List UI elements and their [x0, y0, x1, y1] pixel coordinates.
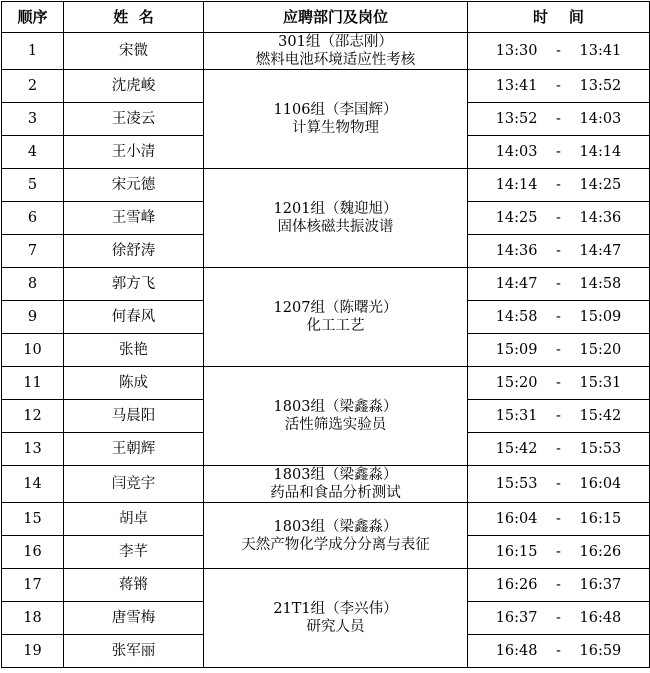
order-cell: 1	[2, 33, 64, 70]
time-start: 16:15	[495, 544, 538, 560]
time-start: 16:26	[495, 577, 538, 593]
name-cell: 张艳	[64, 334, 204, 367]
name-cell: 张军丽	[64, 635, 204, 668]
department-group: 1207组（陈曙光）	[273, 300, 398, 316]
time-separator: -	[556, 643, 561, 659]
name-cell: 王凌云	[64, 103, 204, 136]
order-cell: 10	[2, 334, 64, 367]
table-row	[2, 569, 650, 602]
time-cell	[468, 367, 650, 400]
time-start: 15:20	[495, 375, 538, 391]
department-cell	[204, 466, 468, 503]
time-cell	[468, 433, 650, 466]
time-separator: -	[556, 309, 561, 325]
time-separator: -	[556, 177, 561, 193]
order-cell: 18	[2, 602, 64, 635]
department-cell	[204, 70, 468, 169]
time-separator: -	[556, 544, 561, 560]
department-cell	[204, 569, 468, 668]
table-row	[2, 268, 650, 301]
time-end: 14:58	[579, 276, 622, 292]
table-row	[2, 503, 650, 536]
department-position: 计算生物物理	[292, 120, 379, 136]
time-start: 16:04	[495, 511, 538, 527]
time-start: 14:14	[495, 177, 538, 193]
order-cell: 15	[2, 503, 64, 536]
order-cell: 19	[2, 635, 64, 668]
time-separator: -	[556, 610, 561, 626]
time-start: 14:25	[495, 210, 538, 226]
time-cell	[468, 334, 650, 367]
table-row	[2, 169, 650, 202]
name-cell: 何春风	[64, 301, 204, 334]
order-cell: 5	[2, 169, 64, 202]
department-cell	[204, 268, 468, 367]
time-end: 16:37	[579, 577, 622, 593]
department-cell	[204, 33, 468, 70]
time-cell	[468, 602, 650, 635]
department-position: 药品和食品分析测试	[270, 485, 401, 501]
time-start: 14:03	[495, 144, 538, 160]
order-cell: 7	[2, 235, 64, 268]
time-end: 14:47	[579, 243, 622, 259]
department-cell	[204, 169, 468, 268]
time-end: 15:09	[579, 309, 622, 325]
time-start: 16:37	[495, 610, 538, 626]
time-end: 15:42	[579, 408, 622, 424]
department-position: 燃料电池环境适应性考核	[255, 52, 416, 68]
time-start: 15:09	[495, 342, 538, 358]
interview-schedule-table	[1, 1, 650, 668]
time-end: 16:04	[579, 476, 622, 492]
department-position: 研究人员	[306, 619, 365, 635]
department-group: 21T1组（李兴伟）	[273, 601, 398, 617]
order-cell: 8	[2, 268, 64, 301]
time-start: 14:58	[495, 309, 538, 325]
department-cell	[204, 367, 468, 466]
time-end: 16:59	[579, 643, 622, 659]
time-separator: -	[556, 243, 561, 259]
time-end: 13:52	[579, 78, 622, 94]
name-cell: 王小清	[64, 136, 204, 169]
time-cell	[468, 70, 650, 103]
department-position: 活性筛选实验员	[284, 417, 387, 433]
time-separator: -	[556, 78, 561, 94]
time-separator: -	[556, 342, 561, 358]
time-separator: -	[556, 111, 561, 127]
time-start: 14:47	[495, 276, 538, 292]
time-cell	[468, 235, 650, 268]
time-separator: -	[556, 144, 561, 160]
department-group: 1803组（梁鑫淼）	[273, 399, 398, 415]
name-cell: 马晨阳	[64, 400, 204, 433]
name-cell: 郭方飞	[64, 268, 204, 301]
time-end: 15:31	[579, 375, 622, 391]
table-row	[2, 466, 650, 503]
order-cell: 13	[2, 433, 64, 466]
time-separator: -	[556, 408, 561, 424]
time-cell	[468, 103, 650, 136]
table-row	[2, 70, 650, 103]
department-group: 301组（邵志刚）	[278, 34, 393, 50]
name-cell: 王雪峰	[64, 202, 204, 235]
time-cell	[468, 466, 650, 503]
order-cell: 2	[2, 70, 64, 103]
time-cell	[468, 301, 650, 334]
order-cell: 6	[2, 202, 64, 235]
table-row	[2, 33, 650, 70]
name-cell: 闫竞宇	[64, 466, 204, 503]
department-group: 1803组（梁鑫淼）	[273, 467, 398, 483]
department-cell	[204, 503, 468, 569]
time-start: 15:31	[495, 408, 538, 424]
time-start: 14:36	[495, 243, 538, 259]
time-start: 13:30	[495, 43, 538, 59]
order-cell: 16	[2, 536, 64, 569]
department-position: 天然产物化学成分分离与表征	[241, 536, 430, 553]
time-start: 15:53	[495, 476, 538, 492]
time-start: 16:48	[495, 643, 538, 659]
header-department: 应聘部门及岗位	[204, 2, 468, 33]
time-cell	[468, 569, 650, 602]
header-time: 时 间	[468, 2, 650, 33]
time-cell	[468, 400, 650, 433]
department-position: 固体核磁共振波谱	[277, 219, 394, 235]
header-order: 顺序	[2, 2, 64, 33]
time-cell	[468, 503, 650, 536]
time-end: 14:36	[579, 210, 622, 226]
name-cell: 唐雪梅	[64, 602, 204, 635]
time-start: 15:42	[495, 441, 538, 457]
time-cell	[468, 169, 650, 202]
department-position: 化工工艺	[306, 318, 365, 334]
time-end: 16:48	[579, 610, 622, 626]
time-separator: -	[556, 375, 561, 391]
department-group: 1803组（梁鑫淼）	[273, 518, 398, 535]
time-separator: -	[556, 210, 561, 226]
time-cell	[468, 536, 650, 569]
time-end: 15:20	[579, 342, 622, 358]
department-group: 1106组（李国辉）	[273, 102, 398, 118]
department-group: 1201组（魏迎旭）	[273, 201, 398, 217]
time-separator: -	[556, 476, 561, 492]
time-start: 13:41	[495, 78, 538, 94]
time-separator: -	[556, 441, 561, 457]
time-end: 13:41	[579, 43, 622, 59]
name-cell: 徐舒涛	[64, 235, 204, 268]
order-cell: 11	[2, 367, 64, 400]
name-cell: 胡卓	[64, 503, 204, 536]
name-cell: 宋元德	[64, 169, 204, 202]
name-cell: 陈成	[64, 367, 204, 400]
time-separator: -	[556, 43, 561, 59]
order-cell: 9	[2, 301, 64, 334]
time-end: 14:14	[579, 144, 622, 160]
time-cell	[468, 136, 650, 169]
time-separator: -	[556, 276, 561, 292]
name-cell: 沈虎峻	[64, 70, 204, 103]
name-cell: 李芊	[64, 536, 204, 569]
time-separator: -	[556, 577, 561, 593]
time-cell	[468, 635, 650, 668]
header-row	[2, 2, 650, 33]
name-cell: 宋微	[64, 33, 204, 70]
time-end: 15:53	[579, 441, 622, 457]
time-separator: -	[556, 511, 561, 527]
time-end: 16:26	[579, 544, 622, 560]
order-cell: 3	[2, 103, 64, 136]
time-end: 14:25	[579, 177, 622, 193]
order-cell: 17	[2, 569, 64, 602]
order-cell: 12	[2, 400, 64, 433]
time-end: 14:03	[579, 111, 622, 127]
table-row	[2, 367, 650, 400]
time-cell	[468, 33, 650, 70]
time-start: 13:52	[495, 111, 538, 127]
time-end: 16:15	[579, 511, 622, 527]
header-name: 姓 名	[64, 2, 204, 33]
time-cell	[468, 202, 650, 235]
time-cell	[468, 268, 650, 301]
name-cell: 蒋锵	[64, 569, 204, 602]
order-cell: 14	[2, 466, 64, 503]
name-cell: 王朝辉	[64, 433, 204, 466]
order-cell: 4	[2, 136, 64, 169]
